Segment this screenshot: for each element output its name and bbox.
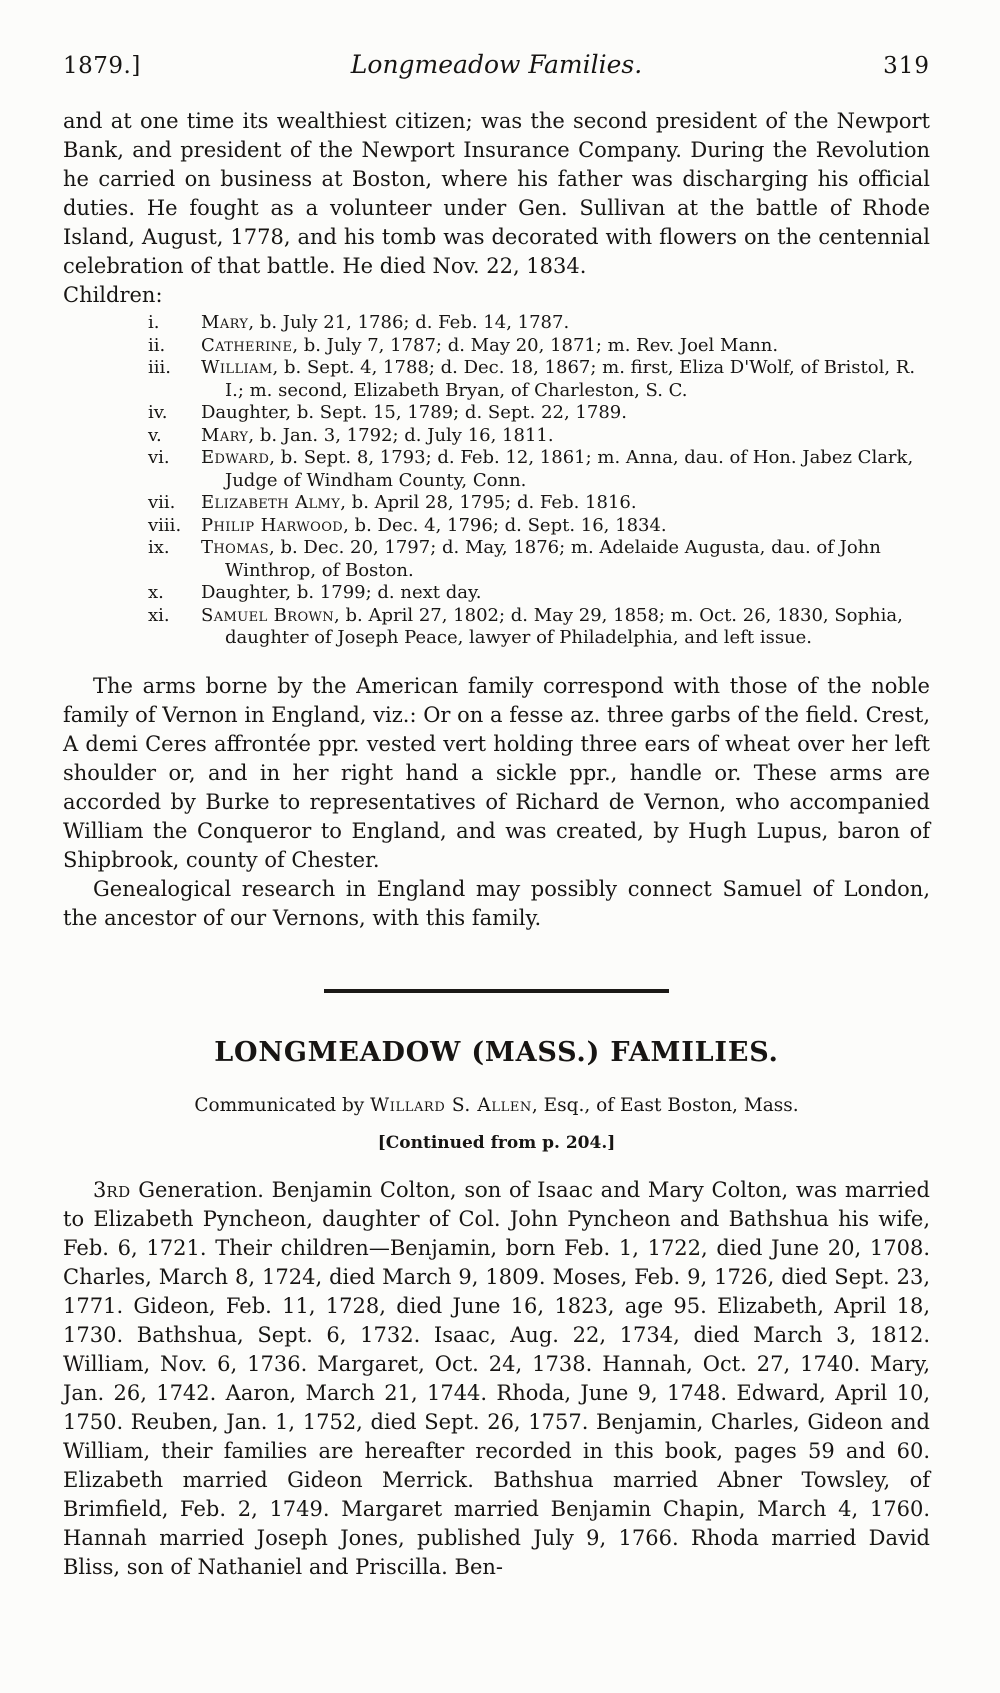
child-name: Edward bbox=[201, 447, 270, 468]
child-name: Thomas bbox=[201, 537, 270, 558]
child-detail: Daughter, b. Sept. 15, 1789; d. Sept. 22, 1789. bbox=[201, 402, 627, 423]
byline-pre: Communicated by bbox=[194, 1094, 371, 1116]
generation-number: 3 bbox=[93, 1177, 107, 1202]
child-detail: , b. Sept. 8, 1793; d. Feb. 12, 1861; m. Anna, dau. of Hon. Jabez Clark, Judge of Windham County, Conn. bbox=[225, 447, 914, 491]
child-name: Philip Harwood bbox=[201, 514, 344, 536]
byline-author: Willard S. Allen bbox=[370, 1094, 532, 1116]
child-detail: , b. April 27, 1802; d. May 29, 1858; m. Oct. 26, 1830, Sophia, daughter of Joseph Peace, lawyer of Philadelphia, and left issue. bbox=[225, 604, 903, 648]
child-numeral: x. bbox=[148, 582, 164, 603]
child-entry bbox=[63, 447, 930, 492]
section-divider-rule bbox=[324, 989, 669, 993]
child-detail: Daughter, b. 1799; d. next day. bbox=[201, 582, 482, 603]
child-name: Samuel Brown bbox=[201, 604, 335, 626]
child-detail: , b. April 28, 1795; d. Feb. 1816. bbox=[340, 492, 637, 513]
children-label: Children: bbox=[63, 283, 163, 307]
child-numeral: i. bbox=[148, 312, 160, 333]
child-detail: , b. Dec. 20, 1797; d. May, 1876; m. Adelaide Augusta, dau. of John Winthrop, of Boston. bbox=[225, 537, 881, 581]
child-entry bbox=[63, 357, 930, 402]
child-name: William bbox=[201, 357, 273, 378]
byline-post: , Esq., of East Boston, Mass. bbox=[531, 1094, 799, 1116]
child-detail: , b. Dec. 4, 1796; d. Sept. 16, 1834. bbox=[343, 514, 667, 536]
child-numeral: iv. bbox=[148, 402, 168, 423]
child-entry bbox=[63, 425, 930, 448]
child-entry bbox=[63, 582, 930, 605]
child-numeral: ii. bbox=[148, 334, 166, 356]
continued-note: [Continued from p. 204.] bbox=[377, 1132, 616, 1153]
children-list bbox=[63, 312, 930, 650]
child-numeral: xi. bbox=[148, 604, 170, 626]
child-numeral: iii. bbox=[148, 357, 171, 378]
child-detail: , b. Jan. 3, 1792; d. July 16, 1811. bbox=[248, 424, 554, 446]
running-title: Longmeadow Families. bbox=[350, 50, 643, 79]
child-entry bbox=[63, 312, 930, 335]
child-detail: , b. July 7, 1787; d. May 20, 1871; m. Rev. Joel Mann. bbox=[292, 334, 779, 356]
genealogy-paragraph: Genealogical research in England may possibly connect Samuel of London, the ancestor of our Vernons, with this family. bbox=[63, 876, 930, 930]
child-numeral: v. bbox=[148, 424, 162, 446]
header-year: 1879.] bbox=[63, 53, 141, 79]
generation-paragraph bbox=[63, 1176, 930, 1582]
child-numeral: vi. bbox=[148, 447, 170, 468]
child-numeral: viii. bbox=[148, 514, 182, 536]
intro-paragraph: and at one time its wealthiest citizen; was the second president of the Newport Bank, and president of the Newport Insurance Company. During the Revolution he carried on business at Boston, where his father was discharging his official duties. He fought as a volunteer under Gen. Sullivan at the battle of Rhode Island, August, 1778, and his tomb was decorated with flowers on the centennial celebration of that battle. He died Nov. 22, 1834. bbox=[63, 109, 930, 278]
child-detail: , b. July 21, 1786; d. Feb. 14, 1787. bbox=[248, 312, 570, 333]
child-name: Catherine bbox=[201, 334, 293, 356]
page-number: 319 bbox=[883, 53, 930, 79]
child-name: Mary bbox=[201, 312, 249, 333]
child-numeral: vii. bbox=[148, 492, 176, 513]
arms-paragraph: The arms borne by the American family correspond with those of the noble family of Vernon in England, viz.: Or on a fesse az. three garbs of the field. Crest, A demi Ceres affrontée ppr. vested vert holding three ears of wheat over her left shoulder or, and in her right hand a sickle ppr., handle or. These arms are accorded by Burke to representatives of Richard de Vernon, who accompanied William the Conqueror to England, and was created, by Hugh Lupus, baron of Shipbrook, county of Chester. bbox=[63, 673, 930, 872]
child-entry bbox=[63, 537, 930, 582]
running-header bbox=[63, 50, 930, 79]
child-entry bbox=[63, 492, 930, 515]
child-name: Elizabeth Almy bbox=[201, 492, 341, 513]
section-byline bbox=[63, 1095, 930, 1116]
child-detail: , b. Sept. 4, 1788; d. Dec. 18, 1867; m. first, Eliza D'Wolf, of Bristol, R. I.; m. second, Elizabeth Bryan, of Charleston, S. C. bbox=[225, 357, 916, 401]
child-entry bbox=[63, 335, 930, 358]
child-numeral: ix. bbox=[148, 537, 170, 558]
section-heading: LONGMEADOW (MASS.) FAMILIES. bbox=[214, 1036, 779, 1068]
generation-ordinal: rd bbox=[106, 1177, 131, 1202]
child-entry bbox=[63, 402, 930, 425]
generation-text: Generation. Benjamin Colton, son of Isaac and Mary Colton, was married to Elizabeth Pyncheon, daughter of Col. John Pyncheon and Bathshua his wife, Feb. 6, 1721. Their children—Benjamin, born Feb. 1, 1722, died June 20, 1708. Charles, March 8, 1724, died March 9, 1809. Moses, Feb. 9, 1726, died Sept. 23, 1771. Gideon, Feb. 11, 1728, died June 16, 1823, age 95. Elizabeth, April 18, 1730. Bathshua, Sept. 6, 1732. Isaac, Aug. 22, 1734, died March 3, 1812. William, Nov. 6, 1736. Margaret, Oct. 24, 1738. Hannah, Oct. 27, 1740. Mary, Jan. 26, 1742. Aaron, March 21, 1744. Rhoda, June 9, 1748. Edward, April 10, 1750. Reuben, Jan. 1, 1752, died Sept. 26, 1757. Benjamin, Charles, Gideon and William, their families are hereafter recorded in this book, pages 59 and 60. Elizabeth married Gideon Merrick. Bathshua married Abner Towsley, of Brimfield, Feb. 2, 1749. Margaret married Benjamin Chapin, March 4, 1760. Hannah married Joseph Jones, published July 9, 1766. Rhoda married David Bliss, son of Nathaniel and Priscilla. Ben- bbox=[63, 1177, 930, 1579]
child-entry bbox=[63, 515, 930, 538]
child-name: Mary bbox=[201, 424, 249, 446]
child-entry bbox=[63, 605, 930, 650]
